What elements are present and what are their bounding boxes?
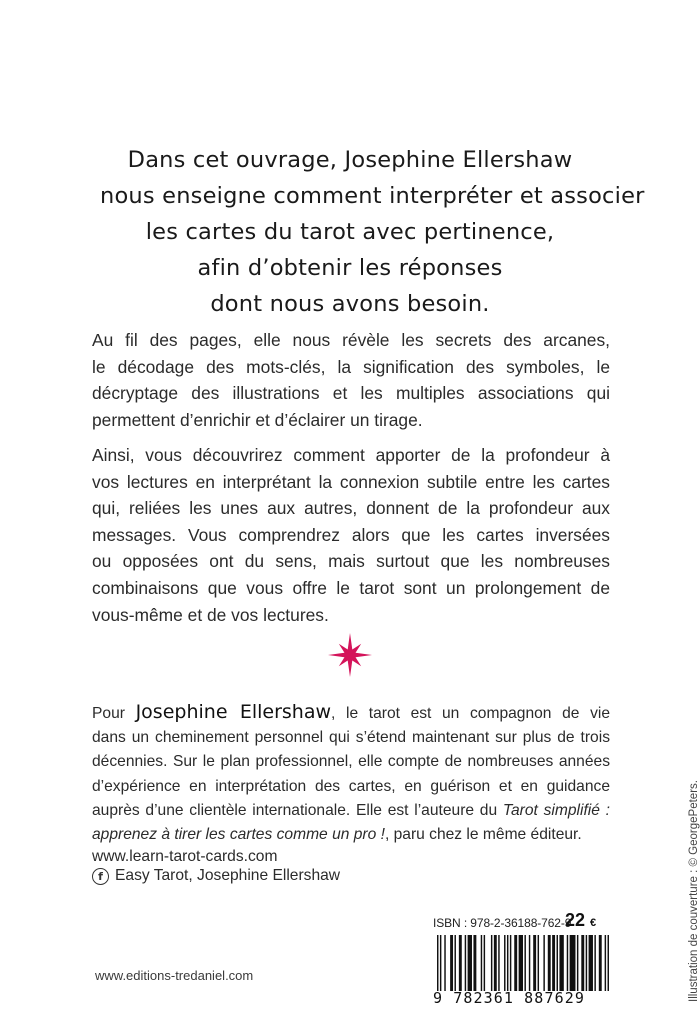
- book-title: Tarot simplifié :: [502, 801, 610, 819]
- tagline-line: nous enseigne comment interpréter et associer: [100, 183, 645, 209]
- bio-text: , paru chez le même éditeur.: [384, 826, 582, 844]
- paragraph-line: Ainsi, vous découvrirez comment apporter de la profondeur à: [92, 445, 610, 465]
- bio-line: [92, 823, 610, 847]
- tagline: [100, 142, 645, 322]
- barcode-digits: 9 782361 887629: [433, 989, 585, 1007]
- cover-credit: Illustration de couverture : © GeorgePeters.: [688, 780, 700, 1002]
- facebook-icon: f: [92, 868, 109, 885]
- bio-line: [92, 799, 610, 823]
- price-currency: €: [590, 917, 597, 929]
- paragraph-line: vous-même et de vos lectures.: [92, 604, 329, 625]
- editor-website-link[interactable]: www.editions-tredaniel.com: [95, 968, 254, 983]
- paragraph-line: qui, reliées les unes aux autres, donnent de la profondeur aux: [92, 498, 610, 519]
- tagline-line: dont nous avons besoin.: [210, 291, 490, 317]
- bio-prefix: Pour: [92, 705, 136, 722]
- paragraph-line: permettent d’enrichir et d’éclairer un tirage.: [92, 409, 423, 430]
- author-website-link[interactable]: www.learn-tarot-cards.com: [92, 848, 278, 865]
- paragraph-line: décryptage des illustrations et les multiples associations qui: [92, 383, 610, 404]
- author-name: Josephine Ellershaw: [135, 701, 332, 723]
- facebook-link[interactable]: [92, 867, 340, 885]
- tagline-line: les cartes du tarot avec pertinence,: [145, 219, 555, 245]
- description-paragraph-2: [92, 442, 610, 628]
- facebook-label: Easy Tarot, Josephine Ellershaw: [115, 867, 341, 884]
- bio-text: auprès d’une clientèle internationale. Elle est l’auteure du: [92, 801, 503, 819]
- paragraph-line: le décodage des mots-clés, la signification des symboles, le: [92, 356, 610, 377]
- bio-line: décennies. Sur le plan professionnel, elle compte de nombreuses années: [92, 753, 610, 771]
- paragraph-line: ou opposées ont du sens, mais surtout que les nombreuses: [92, 551, 610, 572]
- book-title: apprenez à tirer les cartes comme un pro !: [92, 826, 385, 844]
- bio-line: d’expérience en interprétation des cartes, en guérison et en guidance: [92, 777, 610, 795]
- paragraph-line: vos lectures en interprétant la connexion subtile entre les cartes: [92, 471, 610, 492]
- tagline-line: afin d’obtenir les réponses: [197, 255, 503, 281]
- paragraph-line: Au fil des pages, elle nous révèle les secrets des arcanes,: [92, 330, 610, 350]
- star-burst-icon: [327, 632, 373, 678]
- price-value: 22: [565, 910, 586, 930]
- bio-line: [92, 700, 610, 726]
- paragraph-line: combinaisons que vous offre le tarot sont un prolongement de: [92, 577, 610, 598]
- bio-line: dans un cheminement personnel qui s’étend maintenant sur plus de trois: [92, 729, 610, 747]
- description-paragraph-1: [92, 327, 610, 433]
- author-bio: [92, 700, 610, 847]
- barcode: [433, 935, 613, 991]
- tagline-line: Dans cet ouvrage, Josephine Ellershaw: [127, 147, 573, 173]
- bio-text: , le tarot est un compagnon de vie: [331, 705, 611, 722]
- price: [565, 910, 596, 931]
- paragraph-line: messages. Vous comprendrez alors que les cartes inversées: [92, 524, 610, 545]
- isbn: ISBN : 978-2-36188-762-9: [433, 916, 572, 930]
